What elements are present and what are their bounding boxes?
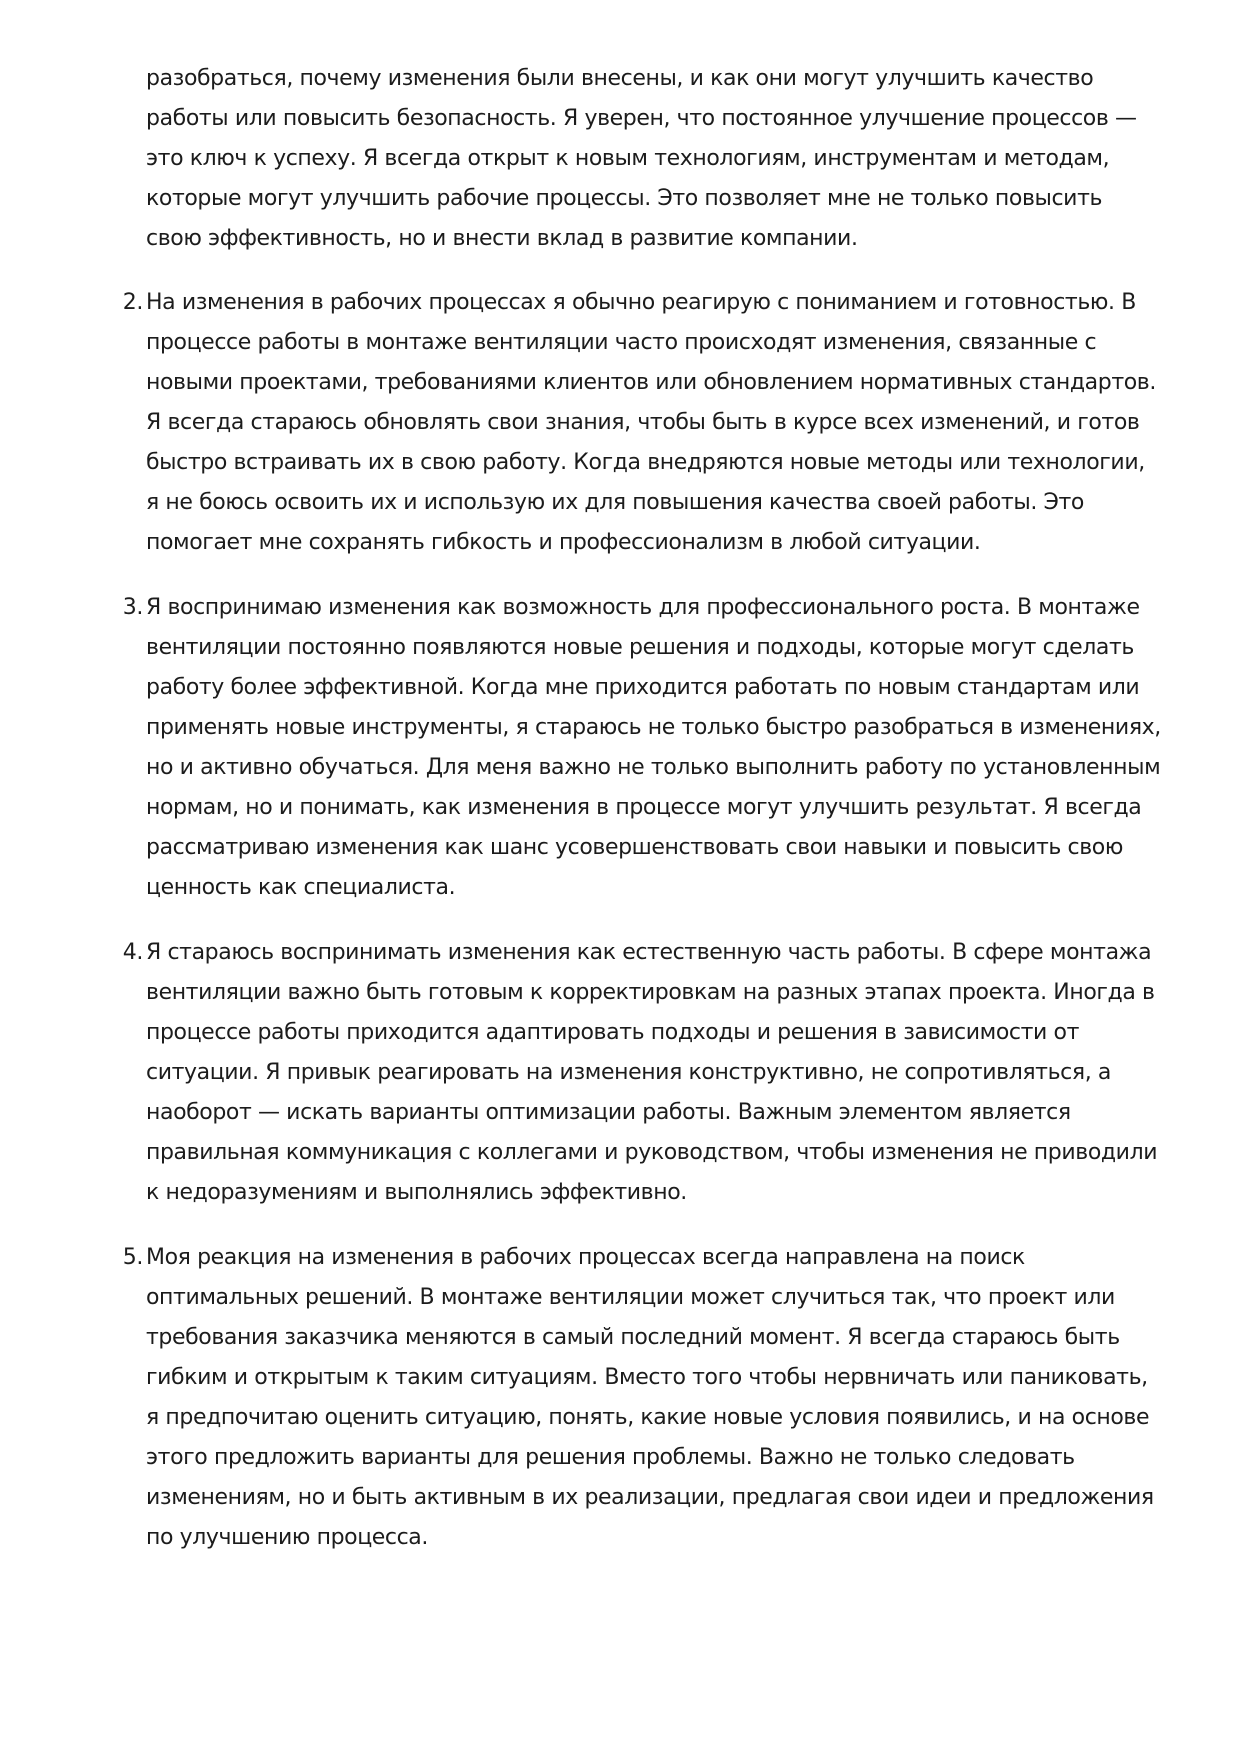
list-item-text: Моя реакция на изменения в рабочих процессах всегда направлена на поиск оптимальных решений. В монтаже вентиляции может случиться так, что проект или требования заказчика меняются в самый последний момент. Я всегда стараюсь быть гибким и открытым к таким ситуациям. Вместо того чтобы нервничать или паниковать, я предпочитаю оценить ситуацию, понять, какие новые условия появились, и на основе этого предложить варианты для решения проблемы. Важно не только следовать изменениям, но и быть активным в их реализации, предлагая свои идеи и предложения по улучшению процесса.	[146, 1245, 1154, 1550]
document-body	[122, 59, 1161, 1583]
intro-paragraph: разобраться, почему изменения были внесены, и как они могут улучшить качество работы или повысить безопасность. Я уверен, что постоянное улучшение процессов — это ключ к успеху. Я всегда открыт к новым технологиям, инструментам и методам, которые могут улучшить рабочие процессы. Это позволяет мне не только повысить свою эффективность, но и внести вклад в развитие компании.	[146, 66, 1137, 251]
list-item-number: 4.	[122, 940, 143, 965]
list-item-text: Я стараюсь воспринимать изменения как естественную часть работы. В сфере монтажа вентиляции важно быть готовым к корректировкам на разных этапах проекта. Иногда в процессе работы приходится адаптировать подходы и решения в зависимости от ситуации. Я привык реагировать на изменения конструктивно, не сопротивляться, а наоборот — искать варианты оптимизации работы. Важным элементом является правильная коммуникация с коллегами и руководством, чтобы изменения не приводили к недоразумениям и выполнялись эффективно.	[146, 940, 1158, 1205]
list-item-number: 3.	[122, 595, 143, 620]
list-item-number: 2.	[122, 290, 143, 315]
list-item	[122, 1238, 1161, 1558]
list-item-number: 5.	[122, 1245, 143, 1270]
list-item	[122, 283, 1161, 563]
list-item-text: Я воспринимаю изменения как возможность для профессионального роста. В монтаже вентиляции постоянно появляются новые решения и подходы, которые могут сделать работу более эффективной. Когда мне приходится работать по новым стандартам или применять новые инструменты, я стараюсь не только быстро разобраться в изменениях, но и активно обучаться. Для меня важно не только выполнить работу по установленным нормам, но и понимать, как изменения в процессе могут улучшить результат. Я всегда рассматриваю изменения как шанс усовершенствовать свои навыки и повысить свою ценность как специалиста.	[146, 595, 1161, 900]
list-item	[122, 933, 1161, 1213]
list-item	[122, 588, 1161, 908]
list-item-text: На изменения в рабочих процессах я обычно реагирую с пониманием и готовностью. В процессе работы в монтаже вентиляции часто происходят изменения, связанные с новыми проектами, требованиями клиентов или обновлением нормативных стандартов. Я всегда стараюсь обновлять свои знания, чтобы быть в курсе всех изменений, и готов быстро встраивать их в свою работу. Когда внедряются новые методы или технологии, я не боюсь освоить их и использую их для повышения качества своей работы. Это помогает мне сохранять гибкость и профессионализм в любой ситуации.	[146, 290, 1156, 555]
